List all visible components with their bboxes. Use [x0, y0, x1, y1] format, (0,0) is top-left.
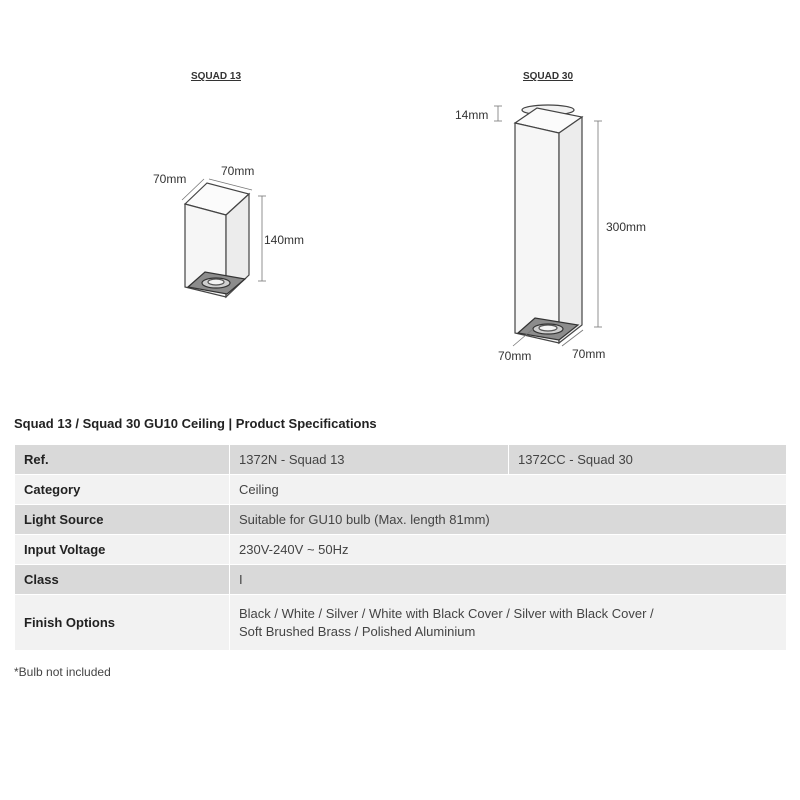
row-value: I	[230, 565, 787, 595]
squad30-title: SQUAD 30	[522, 71, 574, 82]
row-label: Class	[15, 565, 230, 595]
row-label: Input Voltage	[15, 535, 230, 565]
table-row	[15, 505, 787, 535]
finish-options-line-2: Soft Brushed Brass / Polished Aluminium	[239, 623, 476, 639]
row-value: Suitable for GU10 bulb (Max. length 81mm)	[230, 505, 787, 535]
row-value: 230V-240V ~ 50Hz	[230, 535, 787, 565]
table-row	[15, 475, 787, 505]
squad13-title: SQUAD 13	[190, 71, 242, 82]
footnote: *Bulb not included	[14, 665, 111, 679]
drawing-canvas	[0, 0, 800, 390]
row-label: Finish Options	[15, 595, 230, 651]
spec-title: Squad 13 / Squad 30 GU10 Ceiling | Product Specifications	[14, 416, 377, 431]
ref-value-squad13: 1372N - Squad 13	[230, 445, 509, 475]
table-row	[15, 565, 787, 595]
squad30-height-dim: 300mm	[606, 220, 647, 234]
row-value: Ceiling	[230, 475, 787, 505]
squad13-width-left-dim: 70mm	[153, 172, 187, 186]
squad30-fixture	[515, 105, 582, 343]
row-label: Ref.	[15, 445, 230, 475]
spec-table	[14, 444, 787, 651]
row-label: Light Source	[15, 505, 230, 535]
technical-drawings	[0, 0, 800, 390]
squad13-width-top-dim: 70mm	[221, 164, 255, 178]
row-label: Category	[15, 475, 230, 505]
squad30-width-right-dim: 70mm	[572, 347, 606, 361]
squad30-top-dim: 14mm	[455, 108, 489, 122]
squad30-width-left-dim: 70mm	[498, 349, 532, 363]
squad13-height-dim: 140mm	[264, 233, 305, 247]
table-row	[15, 445, 787, 475]
table-row	[15, 535, 787, 565]
table-row	[15, 595, 787, 651]
ref-value-squad30: 1372CC - Squad 30	[509, 445, 787, 475]
squad13-fixture	[185, 183, 249, 297]
row-value	[230, 595, 787, 651]
finish-options-line-1: Black / White / Silver / White with Black Cover / Silver with Black Cover /	[239, 605, 654, 621]
